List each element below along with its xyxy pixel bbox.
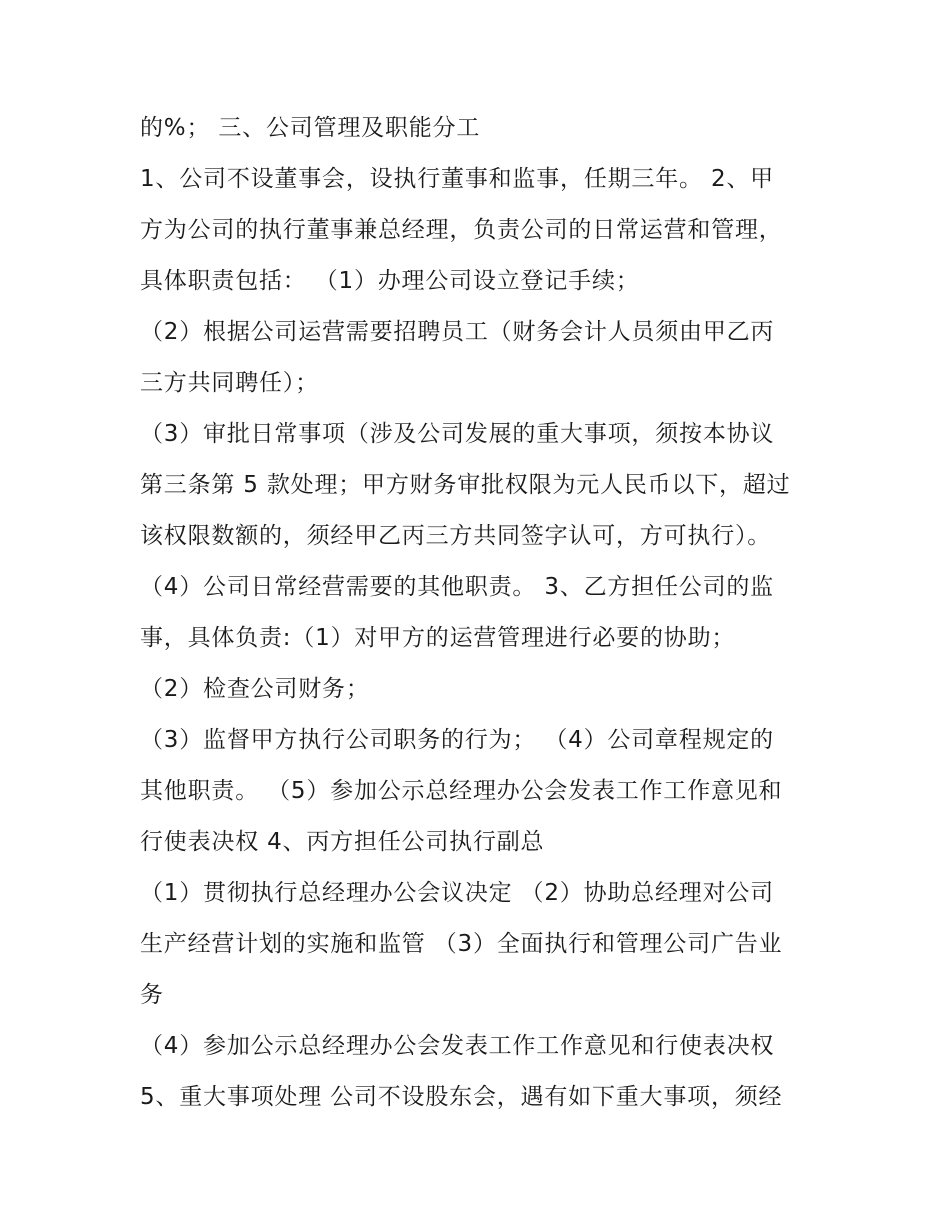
- text-line: 三方共同聘任）；: [140, 370, 319, 396]
- text-line: 其他职责。 （5）参加公示总经理办公会发表工作工作意见和: [140, 778, 783, 804]
- text-line: 事，具体负责:（1）对甲方的运营管理进行必要的协助；: [140, 625, 736, 651]
- text-line: 方为公司的执行董事兼总经理，负责公司的日常运营和管理，: [140, 217, 783, 243]
- text-line: 务: [140, 982, 164, 1008]
- text-line: 第三条第 5 款处理；甲方财务审批权限为元人民币以下，超过: [140, 472, 791, 498]
- text-line: （4）公司日常经营需要的其他职责。 3、乙方担任公司的监: [140, 574, 774, 600]
- text-line: 5、重大事项处理 公司不设股东会，遇有如下重大事项，须经: [140, 1084, 783, 1110]
- text-line: （3）监督甲方执行公司职务的行为； （4）公司章程规定的: [140, 727, 774, 753]
- text-line: 的%； 三、公司管理及职能分工: [140, 115, 481, 141]
- text-line: 具体职责包括： （1）办理公司设立登记手续；: [140, 268, 640, 294]
- text-line: （4）参加公示总经理办公会发表工作工作意见和行使表决权: [140, 1033, 775, 1059]
- text-line: （2）根据公司运营需要招聘员工（财务会计人员须由甲乙丙: [140, 319, 775, 345]
- text-line: （2）检查公司财务；: [140, 676, 370, 702]
- document-body: [140, 110, 820, 1130]
- text-line: 生产经营计划的实施和监管 （3）全面执行和管理公司广告业: [140, 931, 783, 957]
- text-line: （3）审批日常事项（涉及公司发展的重大事项，须按本协议: [140, 421, 775, 447]
- text-line: 该权限数额的，须经甲乙丙三方共同签字认可，方可执行）。: [140, 523, 772, 549]
- text-line: 1、公司不设董事会，设执行董事和监事，任期三年。 2、甲: [140, 166, 774, 192]
- text-line: （1）贯彻执行总经理办公会议决定 （2）协助总经理对公司: [140, 880, 774, 906]
- text-line: 行使表决权 4、丙方担任公司执行副总: [140, 829, 545, 855]
